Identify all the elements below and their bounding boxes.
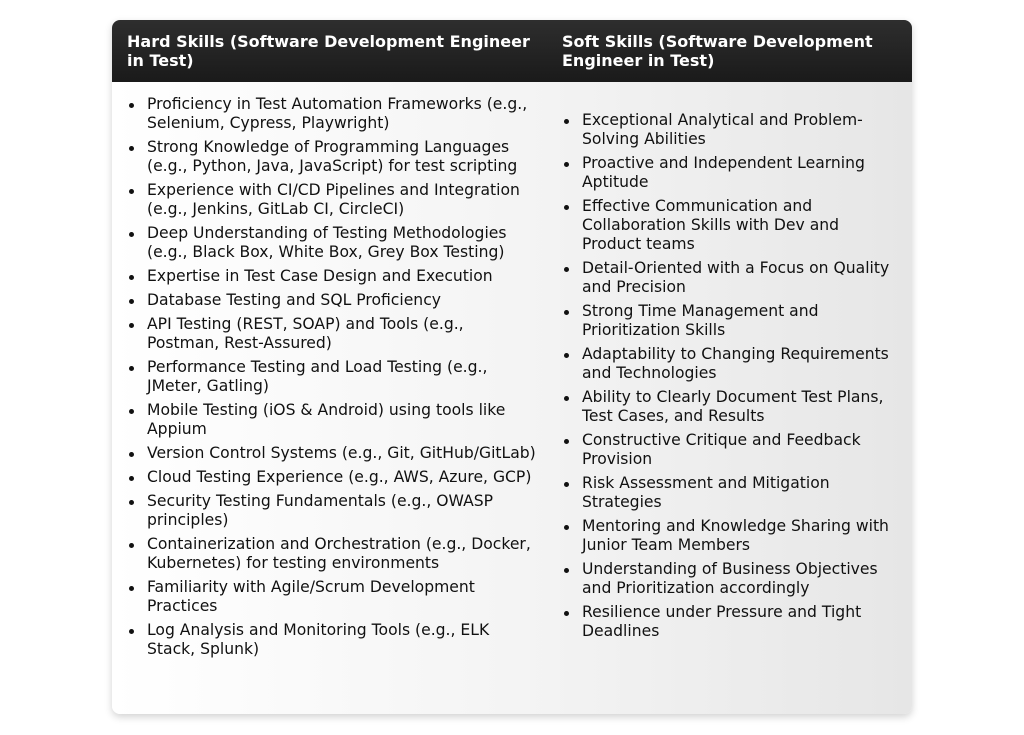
- hard-skill-item: Performance Testing and Load Testing (e.g., JMeter, Gatling): [127, 358, 539, 396]
- hard-skill-item: Cloud Testing Experience (e.g., AWS, Azure, GCP): [127, 468, 539, 487]
- hard-skills-list: [127, 95, 539, 664]
- hard-skill-item: Familiarity with Agile/Scrum Development Practices: [127, 578, 539, 616]
- soft-skill-item: Mentoring and Knowledge Sharing with Junior Team Members: [562, 517, 900, 555]
- hard-skill-item: Containerization and Orchestration (e.g., Docker, Kubernetes) for testing environments: [127, 535, 539, 573]
- soft-skill-item: Proactive and Independent Learning Aptitude: [562, 154, 900, 192]
- hard-skill-item: API Testing (REST, SOAP) and Tools (e.g., Postman, Rest-Assured): [127, 315, 539, 353]
- hard-skill-item: Experience with CI/CD Pipelines and Integration (e.g., Jenkins, GitLab CI, CircleCI): [127, 181, 539, 219]
- hard-skill-item: Expertise in Test Case Design and Execution: [127, 267, 539, 286]
- hard-skills-header: Hard Skills (Software Development Engineer in Test): [127, 32, 530, 70]
- table-header: [112, 20, 912, 82]
- soft-skill-item: Understanding of Business Objectives and Prioritization accordingly: [562, 560, 900, 598]
- soft-skill-item: Strong Time Management and Prioritization Skills: [562, 302, 900, 340]
- soft-skill-item: Ability to Clearly Document Test Plans, Test Cases, and Results: [562, 388, 900, 426]
- hard-skill-item: Log Analysis and Monitoring Tools (e.g., ELK Stack, Splunk): [127, 621, 539, 659]
- hard-skill-item: Version Control Systems (e.g., Git, GitHub/GitLab): [127, 444, 539, 463]
- hard-skill-item: Deep Understanding of Testing Methodologies (e.g., Black Box, White Box, Grey Box Testing): [127, 224, 539, 262]
- soft-skill-item: Risk Assessment and Mitigation Strategies: [562, 474, 900, 512]
- soft-skill-item: Adaptability to Changing Requirements and Technologies: [562, 345, 900, 383]
- table-body: [112, 82, 912, 714]
- soft-skill-item: Resilience under Pressure and Tight Deadlines: [562, 603, 900, 641]
- hard-skill-item: Strong Knowledge of Programming Languages (e.g., Python, Java, JavaScript) for test scripting: [127, 138, 539, 176]
- soft-skill-item: Constructive Critique and Feedback Provision: [562, 431, 900, 469]
- hard-skill-item: Security Testing Fundamentals (e.g., OWASP principles): [127, 492, 539, 530]
- soft-skills-header: Soft Skills (Software Development Engineer in Test): [562, 32, 873, 70]
- soft-skill-item: Exceptional Analytical and Problem-Solving Abilities: [562, 111, 900, 149]
- hard-skill-item: Mobile Testing (iOS & Android) using tools like Appium: [127, 401, 539, 439]
- hard-skill-item: Proficiency in Test Automation Frameworks (e.g., Selenium, Cypress, Playwright): [127, 95, 539, 133]
- hard-skill-item: Database Testing and SQL Proficiency: [127, 291, 539, 310]
- soft-skills-column: [547, 82, 912, 714]
- soft-skill-item: Detail-Oriented with a Focus on Quality and Precision: [562, 259, 900, 297]
- hard-skills-column: [112, 82, 547, 714]
- soft-skill-item: Effective Communication and Collaboration Skills with Dev and Product teams: [562, 197, 900, 254]
- skills-table: [112, 20, 912, 714]
- soft-skills-list: [562, 111, 900, 646]
